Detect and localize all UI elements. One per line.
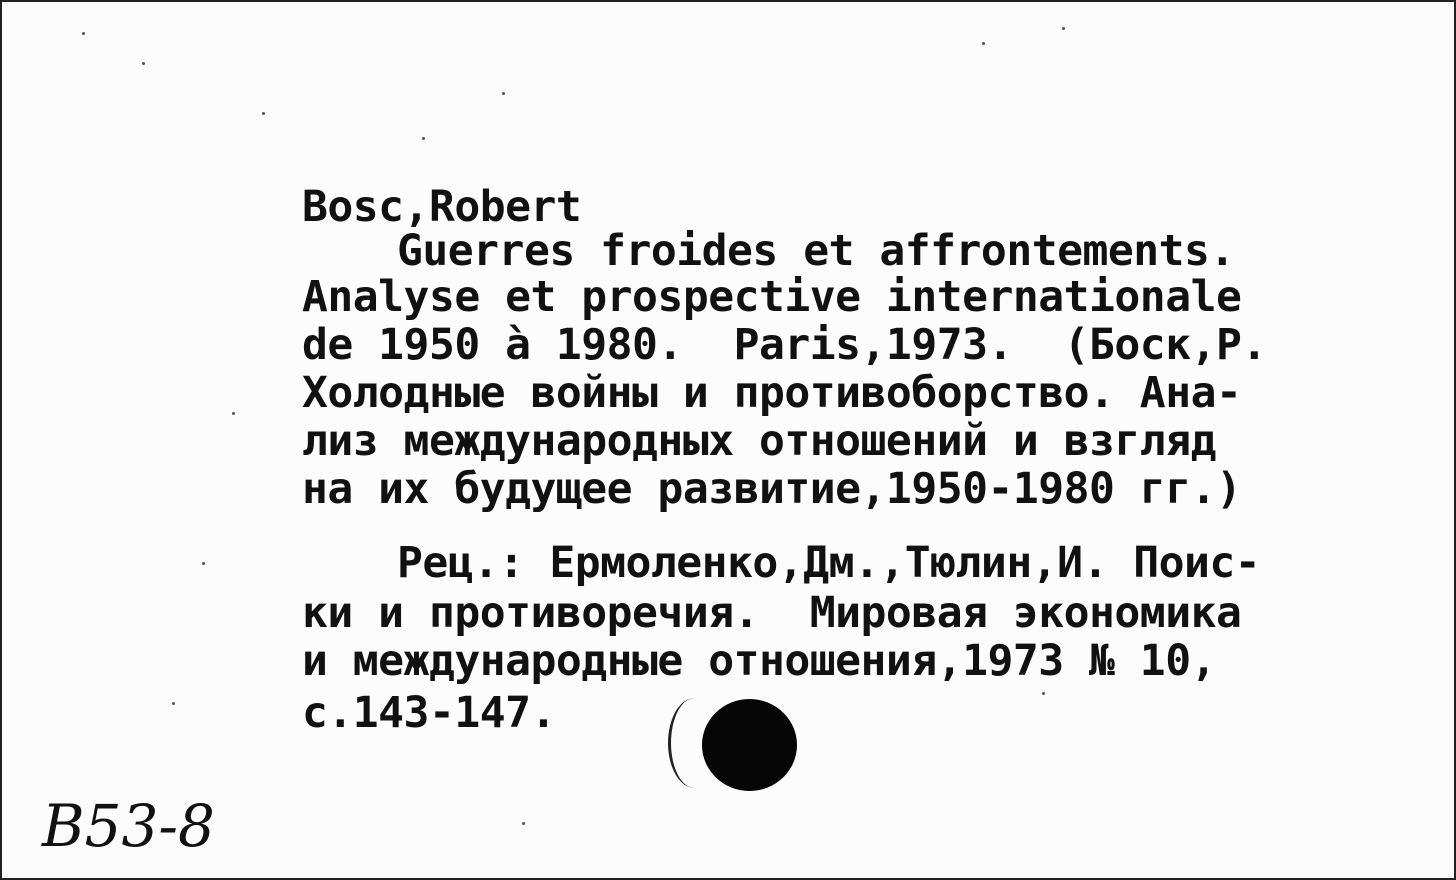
translation-line: на их будущее развитие,1950-1980 гг.): [302, 464, 1242, 514]
speck: [522, 822, 525, 825]
punch-hole: [702, 699, 797, 791]
speck: [1042, 692, 1045, 695]
review-line: Рец.: Ермоленко,Дм.,Тюлин,И. Поис-: [397, 538, 1261, 588]
speck: [422, 137, 425, 140]
translation-line: Холодные войны и противоборство. Ана-: [302, 368, 1242, 418]
speck: [232, 412, 235, 415]
speck: [262, 112, 265, 115]
title-line: Guerres froides et affrontements.: [397, 226, 1235, 276]
handwritten-shelfmark: B53-8: [42, 792, 215, 860]
speck: [982, 42, 985, 45]
title-line: Analyse et prospective internationale: [302, 272, 1242, 322]
speck: [172, 702, 175, 705]
review-line: и международные отношения,1973 № 10,: [302, 636, 1216, 686]
speck: [502, 92, 505, 95]
speck: [1062, 27, 1065, 30]
speck: [82, 32, 85, 35]
imprint-line: de 1950 à 1980. Paris,1973. (Боск,Р.: [302, 320, 1267, 370]
review-pages-line: с.143-147.: [302, 688, 556, 738]
review-line: ки и противоречия. Мировая экономика: [302, 588, 1242, 638]
translation-line: лиз международных отношений и взгляд: [302, 416, 1216, 466]
speck: [142, 62, 145, 65]
author-heading: Bosc,Robert: [302, 182, 582, 232]
speck: [202, 562, 205, 565]
